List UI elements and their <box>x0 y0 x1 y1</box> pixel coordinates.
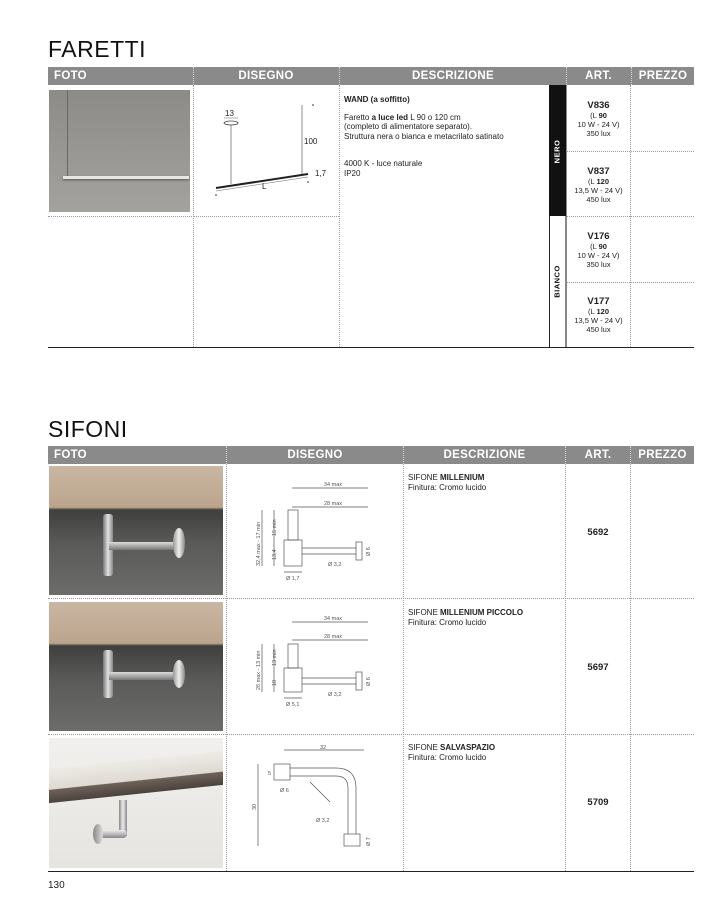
color-label-bianco: BIANCO <box>552 265 562 298</box>
product-name: SALVASPAZIO <box>440 743 496 752</box>
dim-label: 15 min <box>272 519 278 536</box>
table-bottom-rule <box>48 871 694 872</box>
table-header-faretti <box>48 67 694 85</box>
dim-label: Ø 6 <box>366 677 372 686</box>
desc-line: (completo di alimentatore separato). <box>344 122 473 131</box>
dim-label: 32 <box>320 745 327 751</box>
desc-line: 4000 K - luce naturale <box>344 159 423 168</box>
table-bottom-rule <box>48 347 694 348</box>
header-foto: FOTO <box>54 449 87 461</box>
product-name: MILLENIUM <box>440 473 485 482</box>
dim-label: Ø 1,7 <box>286 576 300 582</box>
dim-label: 10 <box>272 679 278 686</box>
article-code: V177 <box>587 296 610 307</box>
header-foto: FOTO <box>54 70 87 82</box>
product-description-millenium-piccolo: SIFONE MILLENIUM PICCOLO Finitura: Cromo lucido <box>408 608 524 627</box>
dim-label: 1,7 <box>315 169 327 178</box>
dim-label: Ø 3,2 <box>328 692 342 698</box>
dim-label: 100 <box>304 137 318 146</box>
article-5692 <box>566 527 630 538</box>
product-name: WAND (a soffitto) <box>344 95 410 104</box>
bent-pipe <box>290 768 356 834</box>
row-divider <box>549 216 694 217</box>
row-divider <box>48 216 194 217</box>
dim-label: 26 max - 13 min <box>256 650 262 690</box>
product-name: MILLENIUM PICCOLO <box>440 608 524 617</box>
dim-label: Ø 6 <box>366 547 372 556</box>
article-v836: V836 (L 90 10 W - 24 V) 350 lux <box>567 100 630 138</box>
column-divider <box>403 464 404 871</box>
article-v176: V176 (L 90 10 W - 24 V) 350 lux <box>567 231 630 269</box>
product-photo-wand <box>49 90 190 212</box>
color-label-nero: NERO <box>552 139 562 164</box>
header-art: ART. <box>584 449 612 461</box>
article-5709 <box>566 797 630 808</box>
siphon-body <box>284 668 302 692</box>
dim-label: 28 max <box>324 634 343 640</box>
column-divider <box>226 464 227 871</box>
dim-label: Ø 3,2 <box>316 818 330 824</box>
dim-label: L <box>262 182 267 191</box>
row-divider <box>194 216 339 217</box>
dim-label: 28 max <box>324 501 343 507</box>
dim-label: Ø 5,1 <box>286 702 300 708</box>
siphon-body <box>284 540 302 566</box>
technical-drawing-salvaspazio <box>240 742 380 860</box>
dim-label: 13 <box>225 109 234 118</box>
dim-label: 5 <box>268 771 272 777</box>
article-v837: V837 (L 120 13,5 W - 24 V) 450 lux <box>567 166 630 204</box>
product-description-salvaspazio: SIFONE SALVASPAZIO Finitura: Cromo lucido <box>408 743 496 762</box>
dim-label: 13,4 <box>272 549 278 560</box>
siphon-pipe <box>288 510 298 540</box>
trap-body <box>274 764 290 780</box>
page-number: 130 <box>48 880 65 891</box>
header-art: ART. <box>585 70 612 82</box>
product-description-millenium: SIFONE MILLENIUM Finitura: Cromo lucido <box>408 473 487 492</box>
product-photo-salvaspazio <box>49 738 223 868</box>
article-code: 5709 <box>587 797 609 808</box>
dim-label: 13 min <box>272 649 278 666</box>
wall-flange <box>344 834 360 846</box>
header-disegno: DISEGNO <box>287 449 343 461</box>
column-divider <box>630 464 631 871</box>
row-divider <box>48 598 694 599</box>
column-divider <box>339 85 340 347</box>
dim-label: 34 max <box>324 616 343 622</box>
wall-flange <box>356 542 362 560</box>
dim-label: 34 max <box>324 482 343 488</box>
article-code: 5692 <box>587 527 609 538</box>
product-photo-millenium-piccolo <box>49 602 223 731</box>
section-title-faretti: FARETTI <box>48 36 147 62</box>
section-title-sifoni: SIFONI <box>48 416 128 442</box>
desc-line: IP20 <box>344 168 361 178</box>
ceiling-rose <box>224 121 238 125</box>
dim-label: 30 <box>252 803 258 810</box>
dim-label: Ø 6 <box>280 788 289 794</box>
desc-line: Struttura nera o bianca e metacrilato satinato <box>344 131 504 141</box>
header-prezzo: PREZZO <box>638 70 688 82</box>
header-disegno: DISEGNO <box>238 70 294 82</box>
row-divider <box>48 734 694 735</box>
row-divider <box>566 282 694 283</box>
header-prezzo: PREZZO <box>638 449 687 461</box>
article-code: V836 <box>587 100 610 111</box>
product-photo-millenium <box>49 466 223 595</box>
wall-flange <box>356 672 362 690</box>
article-code: 5697 <box>587 662 609 673</box>
dim-label: Ø 3,2 <box>328 562 342 568</box>
table-header-sifoni <box>48 446 694 464</box>
desc-line: Faretto a luce led L 90 o 120 cm <box>344 112 461 122</box>
article-code: V176 <box>587 231 610 242</box>
row-divider <box>566 151 694 152</box>
technical-drawing-millenium <box>240 474 380 592</box>
article-code: V837 <box>587 166 610 177</box>
header-descrizione: DESCRIZIONE <box>443 449 526 461</box>
dim-label: 32,4 max - 17 min <box>256 521 262 566</box>
siphon-pipe <box>288 644 298 668</box>
article-5697 <box>566 662 630 673</box>
product-description-wand <box>344 95 544 178</box>
technical-drawing-millenium-piccolo <box>240 612 380 728</box>
dim-label: Ø 7 <box>366 837 372 846</box>
header-descrizione: DESCRIZIONE <box>412 70 494 82</box>
article-v177: V177 (L 120 13,5 W - 24 V) 450 lux <box>567 296 630 334</box>
technical-drawing-wand <box>196 92 338 202</box>
